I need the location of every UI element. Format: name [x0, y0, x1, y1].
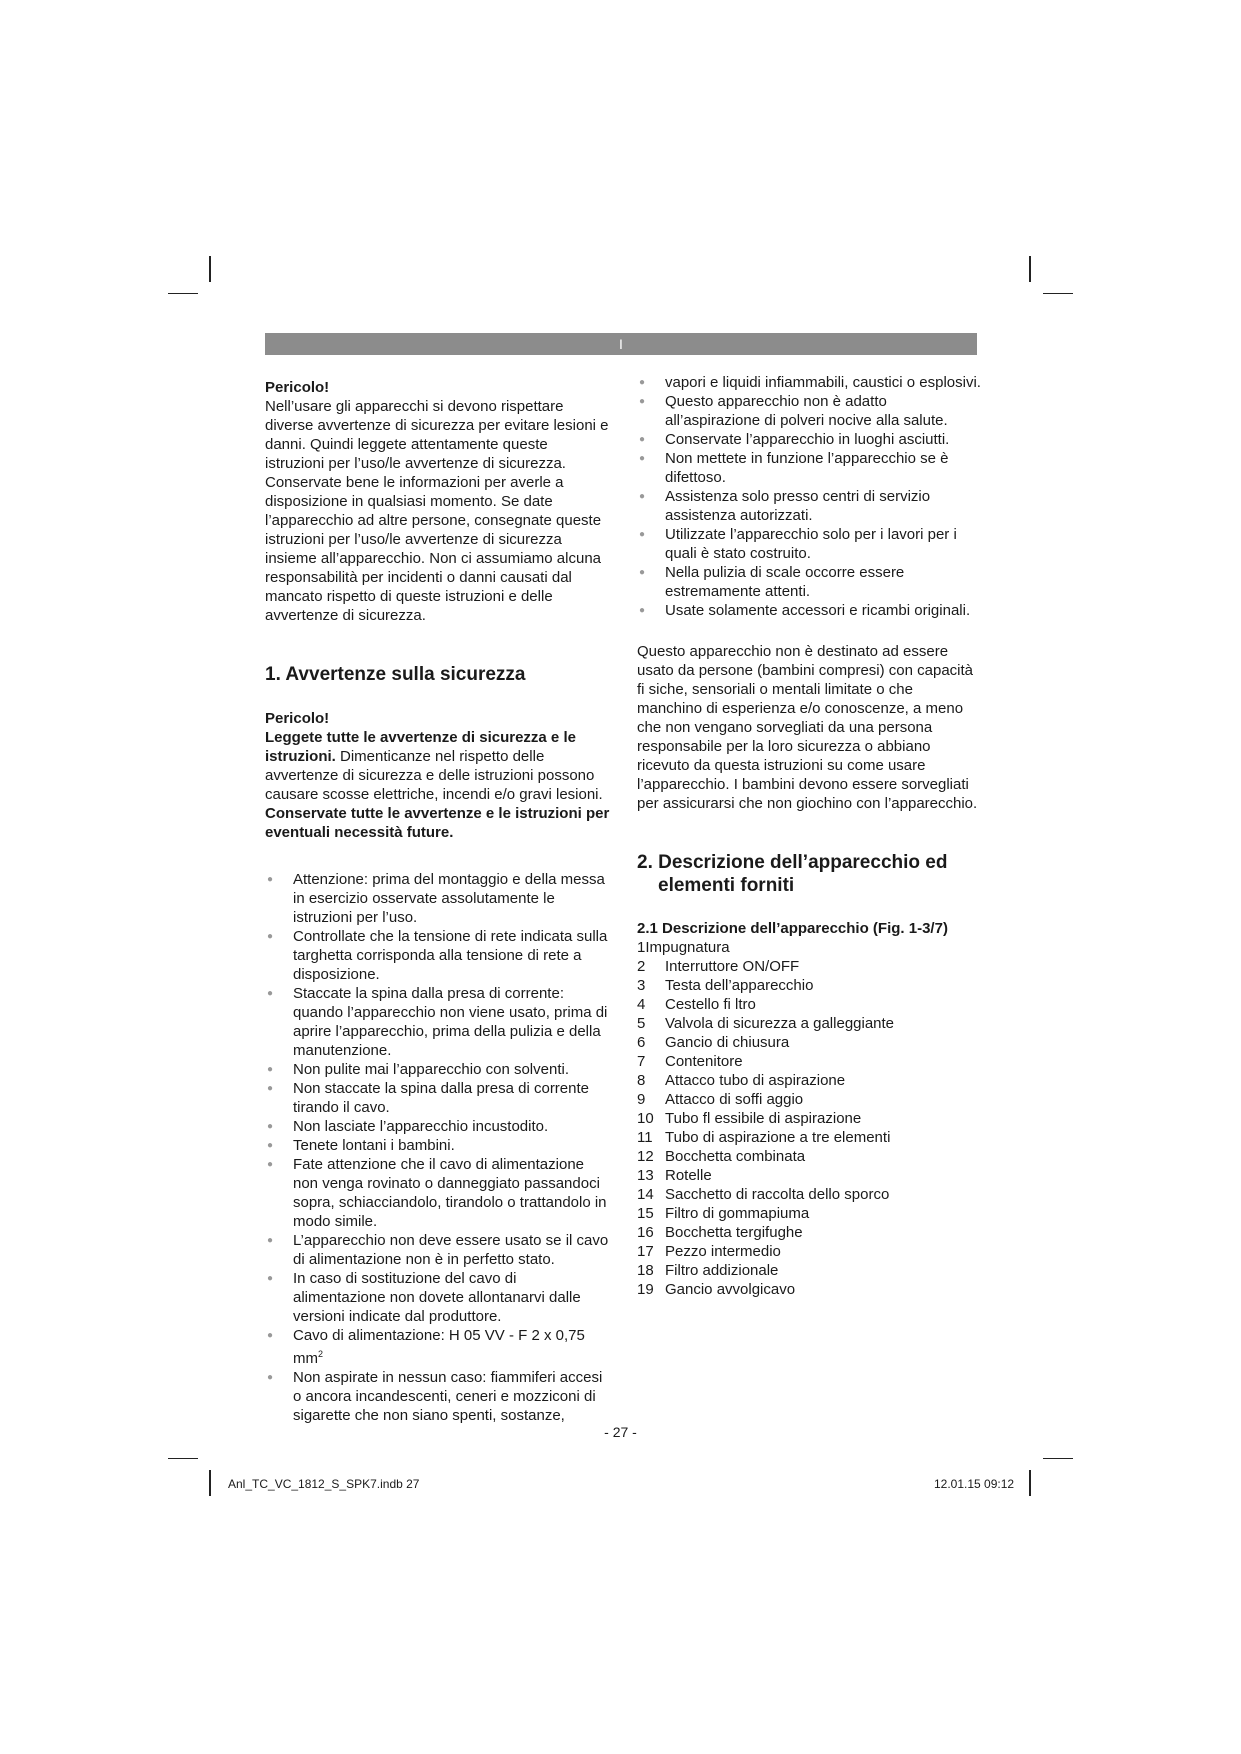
continuation-line: vapori e liquidi infiammabili, caustici o esplosivi. — [665, 374, 981, 391]
language-tab-label: I — [619, 336, 623, 352]
part-number: 12 — [637, 1148, 654, 1165]
cable-spec-text: Cavo di alimentazione: H 05 VV - F 2 x 0,75 mm — [293, 1327, 585, 1367]
part-label: Gancio avvolgicavo — [665, 1281, 796, 1298]
parts-list-item — [637, 1109, 982, 1128]
part-number: 13 — [637, 1167, 654, 1184]
part-label: Tubo di aspirazione a tre elementi — [665, 1129, 891, 1146]
subsection-2-1-heading: 2.1 Descrizione dell’apparecchio (Fig. 1-3/7) — [637, 920, 948, 937]
warning-text: Dimenticanze nel rispetto delle avvertenze di sicurezza e delle istruzioni possono causare scosse elettriche, incendi e/o gravi lesioni. — [265, 748, 603, 803]
crop-mark — [1029, 256, 1031, 282]
danger-title-2: Pericolo! — [265, 710, 330, 727]
part-label: Filtro addizionale — [665, 1262, 779, 1279]
footer-date-time: 12.01.15 09:12 — [934, 1477, 1015, 1491]
list-item: ● Assistenza solo presso centri di servizio assistenza autorizzati. — [637, 487, 982, 525]
children-paragraph: Questo apparecchio non è destinato ad essere usato da persone (bambini compresi) con capacità fi siche, sensoriali o mentali limitate o che manchino di esperienza e/o conoscenze, a meno che non vengano sorvegliati da una persona responsabile per la loro sicurezza o abbiano ricevuto da questa istruzioni su come usare l’apparecchio. I bambini devono essere sorvegliati per assicurarsi che non giochino con l’apparecchio. — [637, 643, 978, 812]
list-item: ● L’apparecchio non deve essere usato se il cavo di alimentazione non è in perfetto stato. — [265, 1231, 610, 1269]
crop-mark — [168, 293, 198, 294]
parts-list-item — [637, 1033, 982, 1052]
part-number: 15 — [637, 1205, 654, 1222]
parts-list-item — [637, 1052, 982, 1071]
part-number: 14 — [637, 1186, 654, 1203]
part-number: 17 — [637, 1243, 654, 1260]
list-item: ● Controllate che la tensione di rete indicata sulla targhetta corrisponda alla tensione di rete a disposizione. — [265, 927, 610, 984]
part-number: 10 — [637, 1110, 654, 1127]
part-label: Cestello fi ltro — [665, 996, 756, 1013]
right-column — [637, 373, 982, 1299]
continuation-text — [637, 373, 982, 392]
warning-keep-instructions: Conservate tutte le avvertenze e le istruzioni per eventuali necessità future. — [265, 805, 610, 841]
parts-list-item — [637, 1280, 982, 1299]
part-number: 6 — [637, 1034, 646, 1051]
part-number: 7 — [637, 1053, 646, 1070]
crop-mark — [168, 1458, 198, 1459]
footer-file-name: Anl_TC_VC_1812_S_SPK7.indb 27 — [228, 1477, 420, 1491]
parts-list-item — [637, 1242, 982, 1261]
part-label: Bocchetta tergifughe — [665, 1224, 803, 1241]
part-number: 2 — [637, 958, 646, 975]
list-item-cable — [265, 1326, 610, 1368]
parts-list-item — [637, 1185, 982, 1204]
part-label: Attacco di soffi aggio — [665, 1091, 804, 1108]
parts-list-item — [637, 957, 982, 976]
part-label: Testa dell’apparecchio — [665, 977, 814, 994]
part-number: 11 — [637, 1129, 653, 1146]
part-label: Interruttore ON/OFF — [665, 958, 800, 975]
list-item: ● Attenzione: prima del montaggio e della messa in esercizio osservate assolutamente le istruzioni per l’uso. — [265, 870, 610, 927]
list-item: ● Fate attenzione che il cavo di alimentazione non venga rovinato o danneggiato passandoci sopra, schiacciandolo, tirandolo o trattandolo in modo simile. — [265, 1155, 610, 1231]
part-label: Valvola di sicurezza a galleggiante — [665, 1015, 895, 1032]
safety-bullet-list — [265, 870, 610, 1425]
parts-list-item — [637, 1204, 982, 1223]
parts-list-item — [637, 995, 982, 1014]
part-number: 18 — [637, 1262, 654, 1279]
list-item: ● Nella pulizia di scale occorre essere estremamente attenti. — [637, 563, 982, 601]
parts-list-item — [637, 976, 982, 995]
parts-list-first-item: 1Impugnatura — [637, 939, 730, 956]
intro-paragraph: Nell’usare gli apparecchi si devono rispettare diverse avvertenze di sicurezza per evitare lesioni e danni. Quindi leggete attentamente queste istruzioni per l’uso/le avvertenze di sicurezza. Conservate bene le informazioni per averle a disposizione in qualsiasi momento. Se date l’apparecchio ad altre persone, consegnate queste istruzioni per l’uso/le avvertenze di sicurezza insieme all’apparecchio. Non ci assumiamo alcuna responsabilità per incidenti o danni causati dal mancato rispetto di queste istruzioni e delle avvertenze di sicurezza. — [265, 398, 609, 624]
part-label: Sacchetto di raccolta dello sporco — [665, 1186, 890, 1203]
part-number: 5 — [637, 1015, 646, 1032]
list-item: ● Non lasciate l’apparecchio incustodito. — [265, 1117, 610, 1136]
parts-list-item — [637, 1223, 982, 1242]
part-label: Pezzo intermedio — [665, 1243, 781, 1260]
left-column — [265, 378, 610, 1425]
part-number: 9 — [637, 1091, 646, 1108]
list-item: ● Non mettete in funzione l’apparecchio se è difettoso. — [637, 449, 982, 487]
part-label: Attacco tubo di aspirazione — [665, 1072, 846, 1089]
list-item: ● In caso di sostituzione del cavo di alimentazione non dovete allontanarvi dalle versioni indicate dal produttore. — [265, 1269, 610, 1326]
list-item: ● Staccate la spina dalla presa di corrente: quando l’apparecchio non viene usato, prima di aprire l’apparecchio, prima della pulizia e della manutenzione. — [265, 984, 610, 1060]
parts-list-item — [637, 1261, 982, 1280]
list-item: ● Non staccate la spina dalla presa di corrente tirando il cavo. — [265, 1079, 610, 1117]
parts-list-item — [637, 1071, 982, 1090]
list-item: ● Non pulite mai l’apparecchio con solventi. — [265, 1060, 610, 1079]
danger-title: Pericolo! — [265, 379, 330, 396]
parts-list — [637, 957, 982, 1299]
safety-bullet-list-continued — [637, 373, 982, 620]
part-label: Tubo fl essibile di aspirazione — [665, 1110, 862, 1127]
parts-list-item — [637, 1014, 982, 1033]
crop-mark — [209, 256, 211, 282]
language-header-bar — [265, 333, 977, 355]
cable-spec-superscript: 2 — [318, 1349, 324, 1359]
list-item: ● Tenete lontani i bambini. — [265, 1136, 610, 1155]
parts-list-item — [637, 1147, 982, 1166]
crop-mark — [209, 1470, 211, 1496]
crop-mark — [1043, 293, 1073, 294]
section-1-heading: 1. Avvertenze sulla sicurezza — [265, 664, 526, 685]
crop-mark — [1029, 1470, 1031, 1496]
part-number: 4 — [637, 996, 646, 1013]
part-label: Gancio di chiusura — [665, 1034, 790, 1051]
part-number: 8 — [637, 1072, 646, 1089]
part-number: 16 — [637, 1224, 654, 1241]
parts-list-item — [637, 1166, 982, 1185]
part-label: Bocchetta combinata — [665, 1148, 806, 1165]
part-label: Contenitore — [665, 1053, 743, 1070]
list-item: ● Utilizzate l’apparecchio solo per i lavori per i quali è stato costruito. — [637, 525, 982, 563]
part-label: Filtro di gommapiuma — [665, 1205, 810, 1222]
list-item: ● Usate solamente accessori e ricambi originali. — [637, 601, 982, 620]
part-number: 3 — [637, 977, 646, 994]
parts-list-item — [637, 1128, 982, 1147]
warning-bold-lead: Leggete tutte le avvertenze di sicurezza e le istruzioni. — [265, 729, 576, 765]
list-item: ● Questo apparecchio non è adatto all’aspirazione di polveri nocive alla salute. — [637, 392, 982, 430]
crop-mark — [1043, 1458, 1073, 1459]
part-label: Rotelle — [665, 1167, 712, 1184]
list-item: ● Conservate l’apparecchio in luoghi asciutti. — [637, 430, 982, 449]
list-item: ● Non aspirate in nessun caso: fiammiferi accesi o ancora incandescenti, ceneri e mozziconi di sigarette che non siano spenti, sostanze, — [265, 1368, 610, 1425]
part-number: 19 — [637, 1281, 654, 1298]
parts-list-item — [637, 1090, 982, 1109]
page-number: - 27 - — [604, 1424, 637, 1440]
section-2-heading: 2. Descrizione dell’apparecchio ed elementi forniti — [637, 852, 948, 896]
warning-paragraph — [265, 728, 610, 804]
